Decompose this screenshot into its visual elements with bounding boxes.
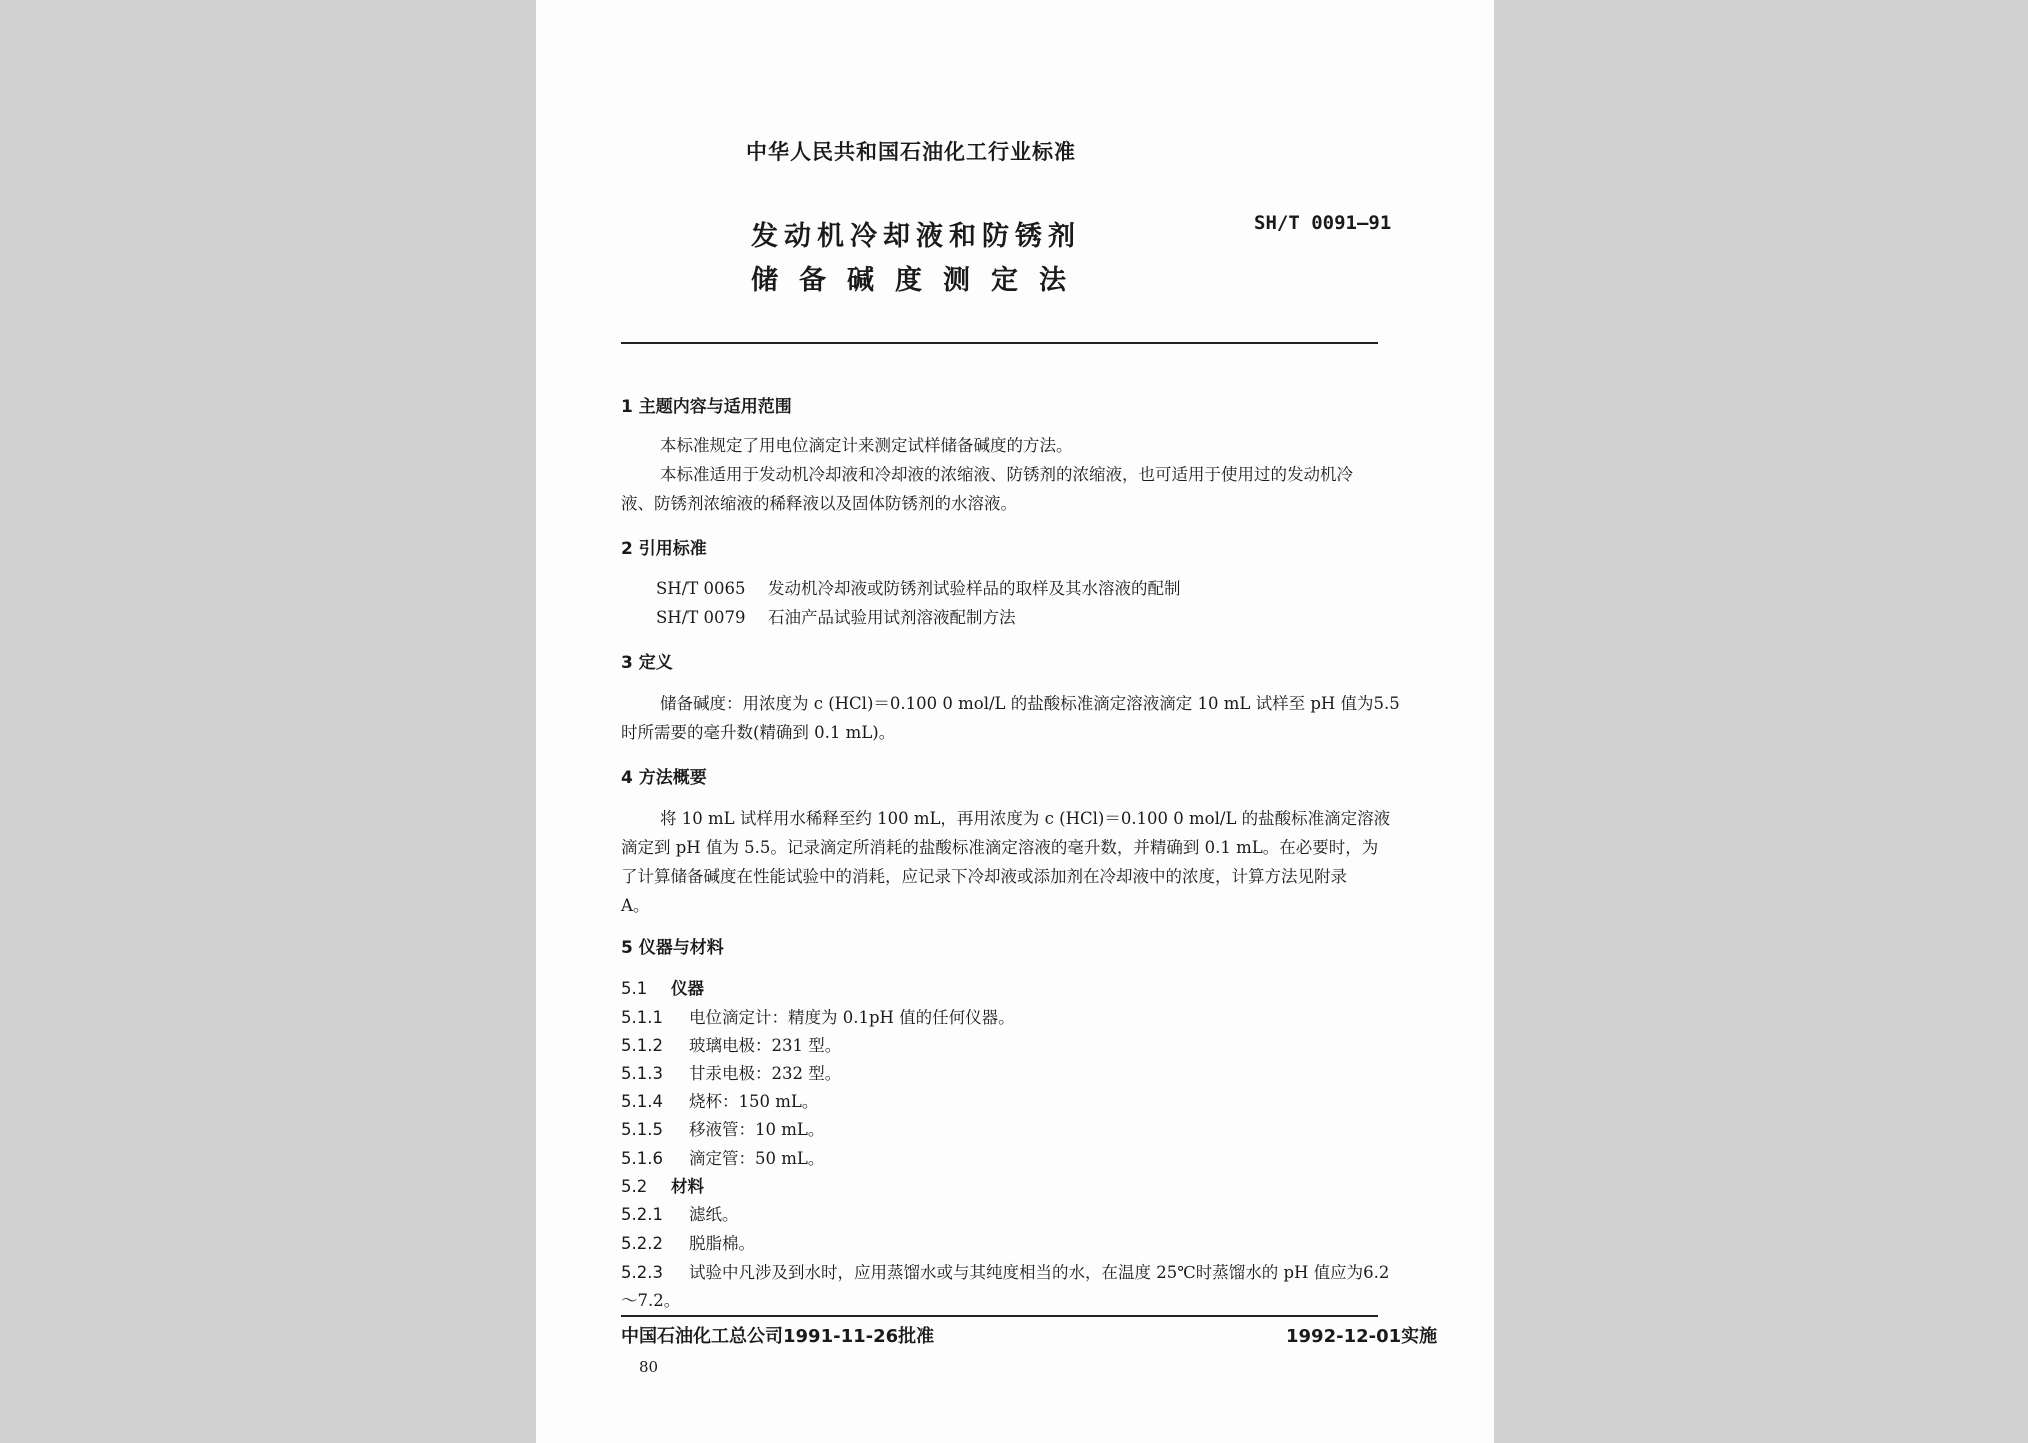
header-rule bbox=[621, 342, 1378, 344]
section-4-line-1: 将 10 mL 试样用水稀释至约 100 mL，再用浓度为 c (HCl)＝0.100 0 mol/L 的盐酸标准滴定溶液 bbox=[660, 809, 1391, 828]
effective-date: 1992-12-01实施 bbox=[1286, 1326, 1438, 1347]
section-2-heading: 2 引用标准 bbox=[621, 539, 707, 559]
standard-code: SH/T 0091—91 bbox=[1254, 212, 1392, 234]
section-4-line-2: 滴定到 pH 值为 5.5。记录滴定所消耗的盐酸标准滴定溶液的毫升数，并精确到 0.1 mL。在必要时，为 bbox=[621, 838, 1379, 857]
reference-code: SH/T 0079 bbox=[656, 608, 746, 627]
instrument-item bbox=[621, 1088, 818, 1112]
instrument-item bbox=[621, 1145, 824, 1169]
material-item bbox=[621, 1201, 739, 1225]
section-3-heading: 3 定义 bbox=[621, 653, 673, 673]
clause-number: 5.1.4 bbox=[621, 1092, 663, 1111]
clause-text: 脱脂棉。 bbox=[689, 1234, 755, 1253]
instrument-item bbox=[621, 1060, 841, 1084]
clause-text: 试验中凡涉及到水时，应用蒸馏水或与其纯度相当的水，在温度 25℃时蒸馏水的 pH 值应为6.2 bbox=[689, 1263, 1390, 1282]
clause-number: 5.2.1 bbox=[621, 1205, 663, 1224]
section-4-heading: 4 方法概要 bbox=[621, 768, 707, 788]
clause-number: 5.1.3 bbox=[621, 1064, 663, 1083]
section-1-paragraph-2-line-1: 本标准适用于发动机冷却液和冷却液的浓缩液、防锈剂的浓缩液，也可适用于使用过的发动机冷 bbox=[660, 465, 1353, 484]
clause-text: 电位滴定计：精度为 0.1pH 值的任何仪器。 bbox=[689, 1008, 1015, 1027]
clause-number: 5.2.2 bbox=[621, 1234, 663, 1253]
clause-number: 5.1.5 bbox=[621, 1120, 663, 1139]
clause-number: 5.1.6 bbox=[621, 1149, 663, 1168]
section-3-definition-line-1: 储备碱度：用浓度为 c (HCl)＝0.100 0 mol/L 的盐酸标准滴定溶液滴定 10 mL 试样至 pH 值为5.5 bbox=[660, 694, 1400, 713]
section-1-paragraph-1: 本标准规定了用电位滴定计来测定试样储备碱度的方法。 bbox=[660, 436, 1073, 455]
document-page bbox=[536, 0, 1494, 1443]
reference-item bbox=[656, 604, 1016, 628]
page-number: 80 bbox=[639, 1358, 659, 1376]
clause-text: 滤纸。 bbox=[689, 1205, 739, 1224]
subsection-number: 5.1 bbox=[621, 979, 648, 998]
subsection-label: 仪器 bbox=[671, 979, 704, 998]
material-item-continuation: ～7.2。 bbox=[621, 1291, 681, 1310]
material-item bbox=[621, 1230, 755, 1254]
section-1-heading: 1 主题内容与适用范围 bbox=[621, 397, 792, 417]
org-title: 中华人民共和国石油化工行业标准 bbox=[746, 140, 1076, 164]
clause-number: 5.1.2 bbox=[621, 1036, 663, 1055]
approval-date: 中国石油化工总公司1991-11-26批准 bbox=[621, 1326, 935, 1347]
clause-text: 玻璃电极：231 型。 bbox=[689, 1036, 842, 1055]
subsection-label: 材料 bbox=[671, 1177, 704, 1196]
section-1-paragraph-2-line-2: 液、防锈剂浓缩液的稀释液以及固体防锈剂的水溶液。 bbox=[621, 494, 1017, 513]
instrument-item bbox=[621, 1032, 841, 1056]
reference-title: 发动机冷却液或防锈剂试验样品的取样及其水溶液的配制 bbox=[768, 579, 1181, 598]
footer-rule bbox=[621, 1315, 1378, 1317]
subsection-number: 5.2 bbox=[621, 1177, 648, 1196]
reference-code: SH/T 0065 bbox=[656, 579, 746, 598]
standard-title-line-1: 发动机冷却液和防锈剂 bbox=[751, 221, 1081, 252]
section-3-definition-line-2: 时所需要的毫升数(精确到 0.1 mL)。 bbox=[621, 723, 896, 742]
clause-text: 甘汞电极：232 型。 bbox=[689, 1064, 842, 1083]
section-4-line-3: 了计算储备碱度在性能试验中的消耗，应记录下冷却液或添加剂在冷却液中的浓度，计算方法见附录 bbox=[621, 867, 1347, 886]
clause-text: 移液管：10 mL。 bbox=[689, 1120, 825, 1139]
section-4-line-4: A。 bbox=[621, 896, 650, 915]
clause-text: 烧杯：150 mL。 bbox=[689, 1092, 819, 1111]
clause-number: 5.2.3 bbox=[621, 1263, 663, 1282]
section-5-heading: 5 仪器与材料 bbox=[621, 938, 724, 958]
subsection-5-2-heading bbox=[621, 1173, 704, 1197]
reference-item bbox=[656, 575, 1181, 599]
material-item bbox=[621, 1259, 1389, 1283]
instrument-item bbox=[621, 1004, 1015, 1028]
clause-text: 滴定管：50 mL。 bbox=[689, 1149, 825, 1168]
instrument-item bbox=[621, 1116, 824, 1140]
standard-title-line-2: 储备碱度测定法 bbox=[751, 265, 1087, 296]
reference-title: 石油产品试验用试剂溶液配制方法 bbox=[768, 608, 1016, 627]
subsection-5-1-heading bbox=[621, 975, 704, 999]
clause-number: 5.1.1 bbox=[621, 1008, 663, 1027]
